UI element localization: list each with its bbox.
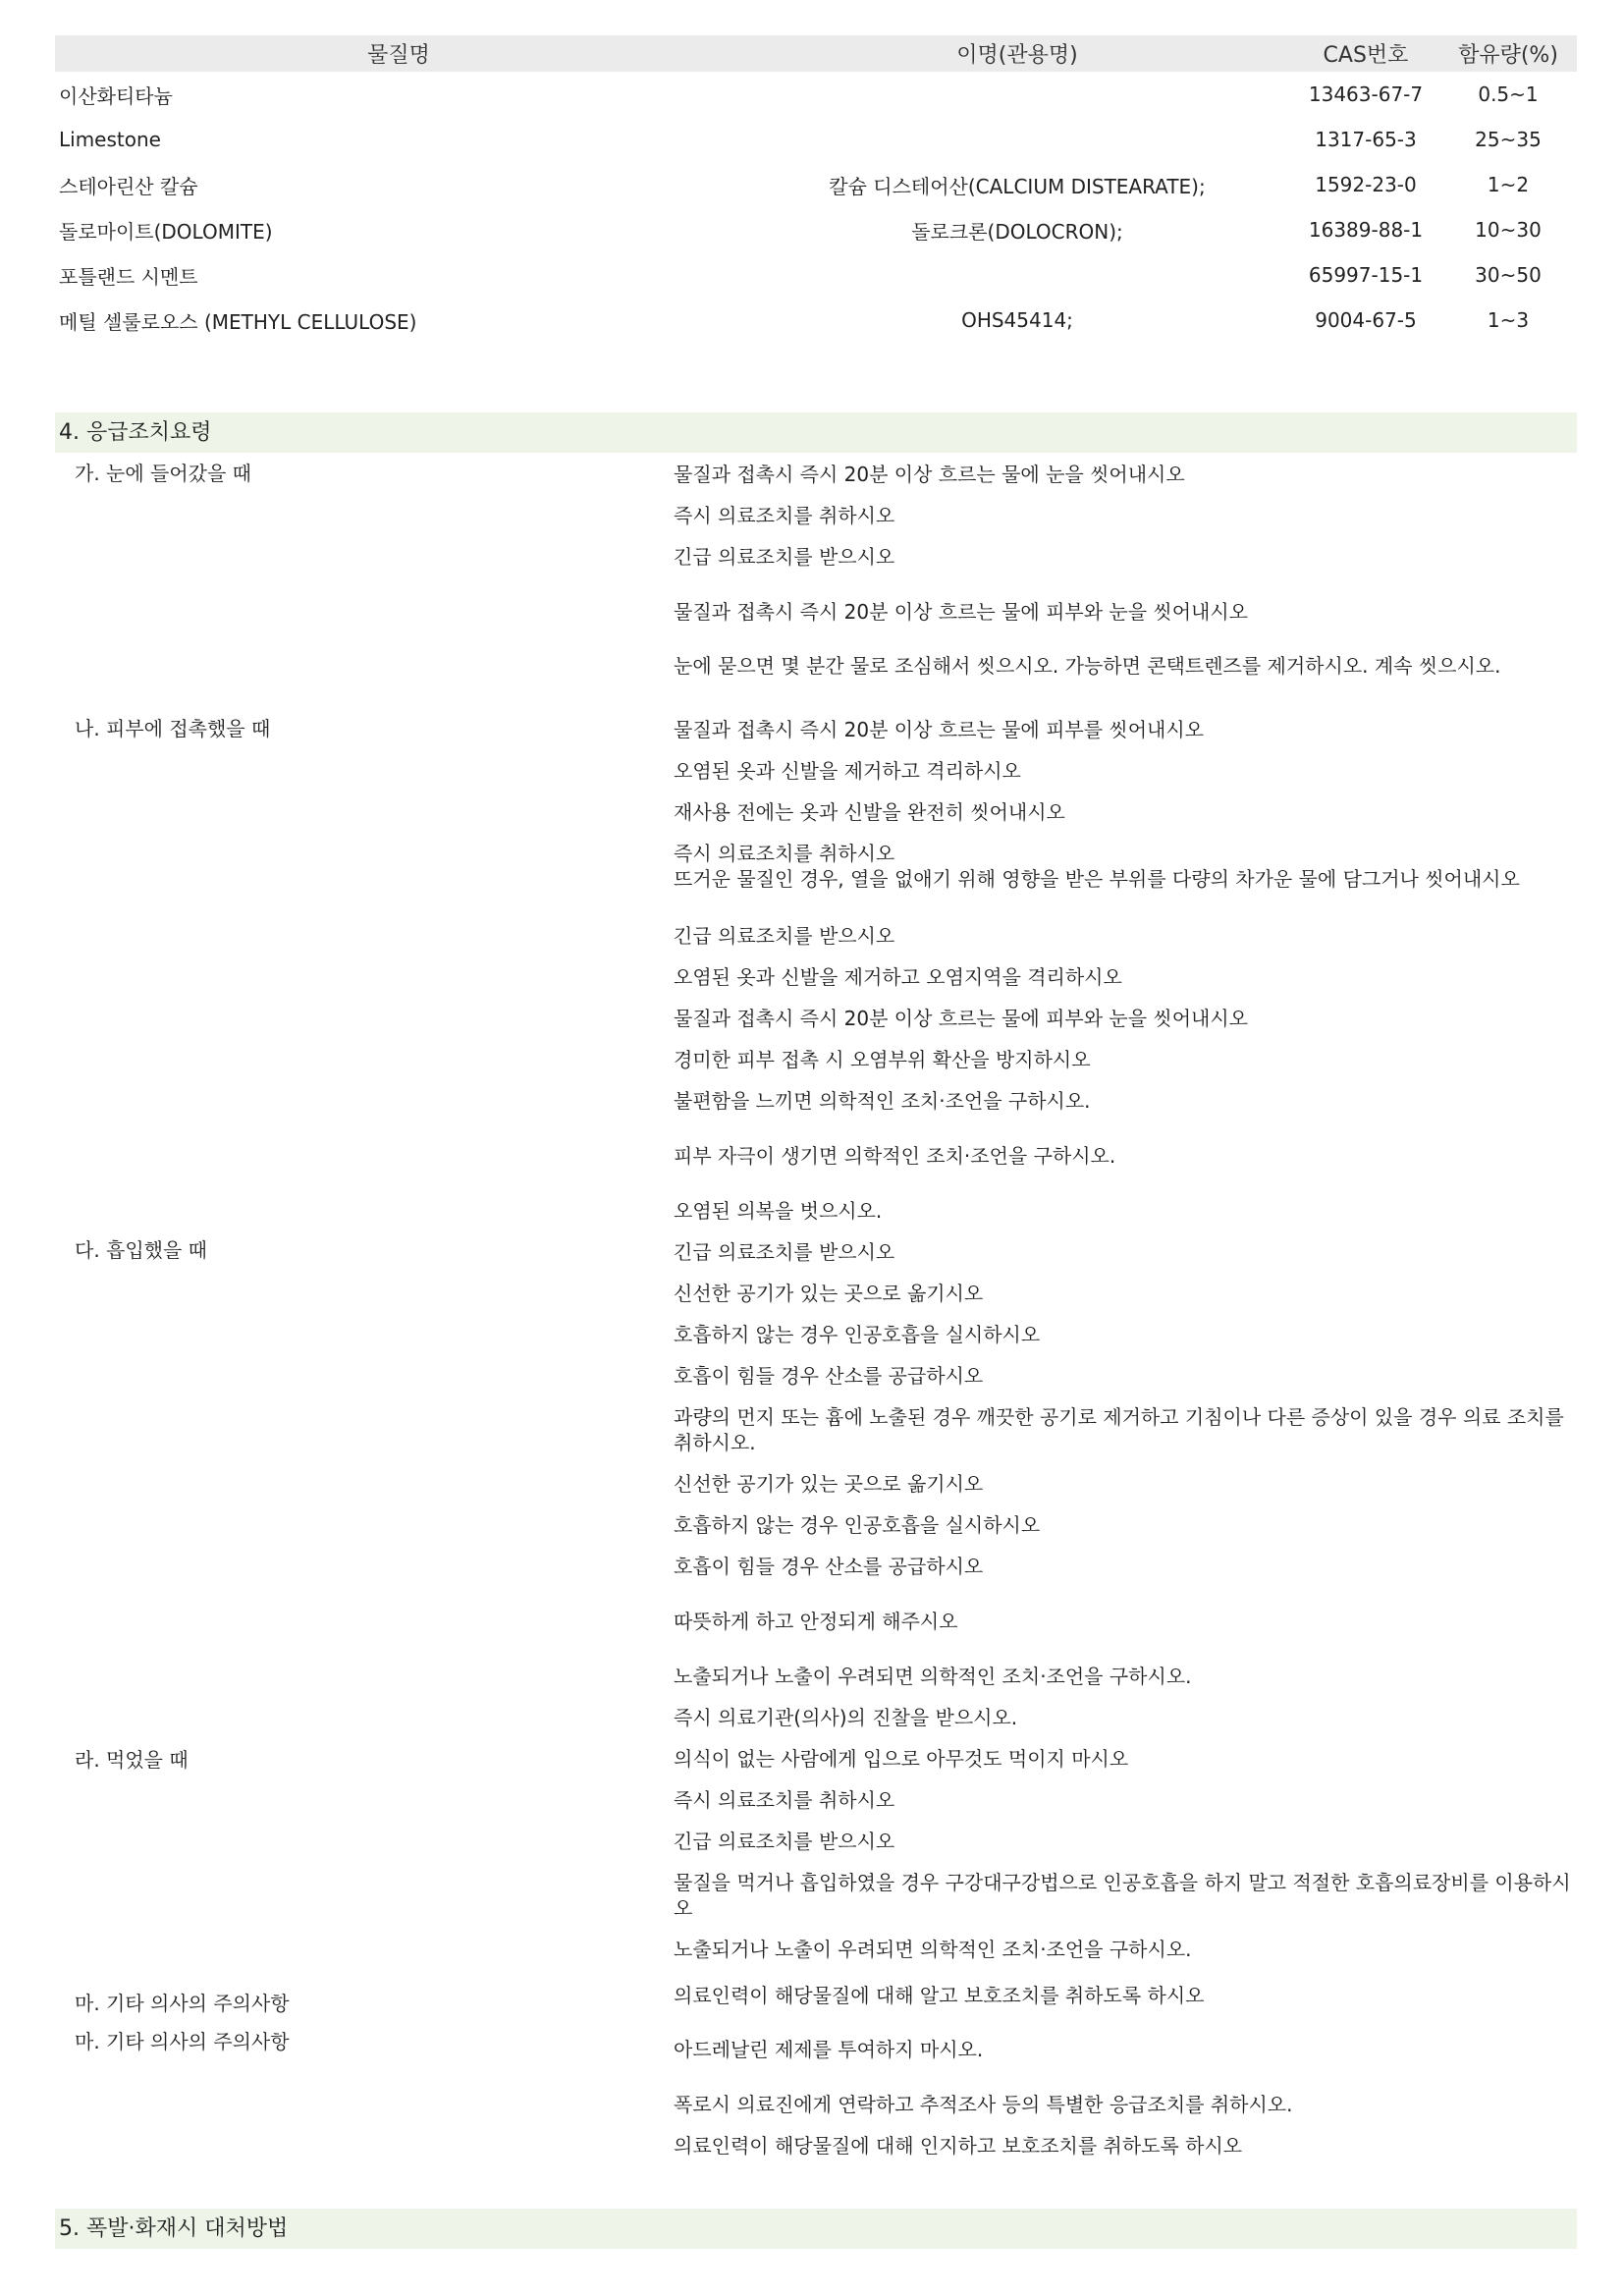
list-item: 물질과 접촉시 즉시 20분 이상 흐르는 물에 피부와 눈을 씻어내시오 xyxy=(674,1007,1248,1030)
label-ingestion: 라. 먹었을 때 xyxy=(75,1748,189,1772)
list-item: 긴급 의료조치를 받으시오 xyxy=(674,1830,895,1853)
section-5-title: 5. 폭발·화재시 대처방법 xyxy=(55,2209,1577,2249)
cas-number: 13463-67-7 xyxy=(1308,82,1424,106)
list-item: 노출되거나 노출이 우려되면 의학적인 조치·조언을 구하시오. xyxy=(674,1665,1192,1688)
list-item: 뜨거운 물질인 경우, 열을 없애기 위해 영향을 받은 부위를 다량의 차가운 물에 담그거나 씻어내시오 xyxy=(674,867,1520,891)
list-item: 물질과 접촉시 즉시 20분 이상 흐르는 물에 피부를 씻어내시오 xyxy=(674,718,1204,741)
list-item: 불편함을 느끼면 의학적인 조치·조언을 구하시오. xyxy=(674,1089,1091,1113)
list-item: 호흡이 힘들 경우 산소를 공급하시오 xyxy=(674,1555,984,1578)
substance-name: 이산화티타늄 xyxy=(59,83,173,108)
header-alias: 이명(관용명) xyxy=(742,35,1292,72)
list-item: 경미한 피부 접촉 시 오염부위 확산을 방지하시오 xyxy=(674,1048,1091,1071)
list-item: 긴급 의료조치를 받으시오 xyxy=(674,1240,895,1264)
header-content: 함유량(%) xyxy=(1439,35,1577,72)
content-percent: 0.5~1 xyxy=(1478,82,1539,106)
table-row xyxy=(55,207,1577,252)
list-item: 따뜻하게 하고 안정되게 해주시오 xyxy=(674,1610,958,1633)
list-item: 오염된 옷과 신발을 제거하고 오염지역을 격리하시오 xyxy=(674,965,1122,989)
substance-name: 메틸 셀룰로오스 (METHYL CELLULOSE) xyxy=(59,309,417,334)
list-item: 물질을 먹거나 흡입하였을 경우 구강대구강법으로 인공호흡을 하지 말고 적절한 호흡의료장비를 이용하시오 xyxy=(674,1871,1571,1920)
list-item: 재사용 전에는 옷과 신발을 완전히 씻어내시오 xyxy=(674,800,1065,824)
list-item: 아드레날린 제제를 투여하지 마시오. xyxy=(674,2038,984,2061)
table-row xyxy=(55,252,1577,298)
substance-name: 포틀랜드 시멘트 xyxy=(59,264,198,289)
list-item: 의식이 없는 사람에게 입으로 아무것도 먹이지 마시오 xyxy=(674,1747,1129,1771)
content-percent: 30~50 xyxy=(1475,263,1542,287)
cas-number: 65997-15-1 xyxy=(1308,263,1424,287)
table-row xyxy=(55,72,1577,117)
substance-alias: 돌로크론(DOLOCRON); xyxy=(911,219,1123,244)
list-item: 눈에 묻으면 몇 분간 물로 조심해서 씻으시오. 가능하면 콘택트렌즈를 제거하시오. 계속 씻으시오. xyxy=(674,654,1501,678)
substance-alias: 칼슘 디스테어산(CALCIUM DISTEARATE); xyxy=(829,174,1206,198)
substance-alias xyxy=(742,117,1292,162)
composition-table xyxy=(55,35,1577,343)
list-item: 폭로시 의료진에게 연락하고 추적조사 등의 특별한 응급조치를 취하시오. xyxy=(674,2093,1293,2116)
list-item: 긴급 의료조치를 받으시오 xyxy=(674,924,895,948)
cas-number: 1317-65-3 xyxy=(1315,128,1417,151)
substance-name: 돌로마이트(DOLOMITE) xyxy=(59,219,273,244)
list-item: 즉시 의료조치를 취하시오 xyxy=(674,504,895,527)
list-item: 긴급 의료조치를 받으시오 xyxy=(674,545,895,569)
substance-alias xyxy=(742,72,1292,117)
list-item: 오염된 옷과 신발을 제거하고 격리하시오 xyxy=(674,759,1021,783)
list-item: 즉시 의료조치를 취하시오 xyxy=(674,1788,895,1812)
label-inhalation: 다. 흡입했을 때 xyxy=(75,1238,207,1262)
table-header-row xyxy=(55,35,1577,72)
list-item: 호흡이 힘들 경우 산소를 공급하시오 xyxy=(674,1364,984,1388)
list-item: 피부 자극이 생기면 의학적인 조치·조언을 구하시오. xyxy=(674,1144,1116,1168)
list-item: 호흡하지 않는 경우 인공호흡을 실시하시오 xyxy=(674,1513,1041,1537)
substance-alias: OHS45414; xyxy=(961,308,1073,332)
content-percent: 1~3 xyxy=(1487,308,1530,332)
cas-number: 9004-67-5 xyxy=(1315,308,1417,332)
cas-number: 1592-23-0 xyxy=(1315,173,1417,196)
substance-name: 스테아린산 칼슘 xyxy=(59,174,198,198)
list-item: 의료인력이 해당물질에 대해 인지하고 보호조치를 취하도록 하시오 xyxy=(674,2134,1243,2158)
list-item: 과량의 먼지 또는 흄에 노출된 경우 깨끗한 공기로 제거하고 기침이나 다른 증상이 있을 경우 의료 조치를 취하시오. xyxy=(674,1405,1564,1454)
header-substance: 물질명 xyxy=(55,35,742,72)
substance-alias xyxy=(742,252,1292,298)
content-percent: 10~30 xyxy=(1475,218,1542,242)
list-item: 의료인력이 해당물질에 대해 알고 보호조치를 취하도록 하시오 xyxy=(674,1984,1205,2007)
list-item: 호흡하지 않는 경우 인공호흡을 실시하시오 xyxy=(674,1323,1041,1346)
label-doctor-notes: 마. 기타 의사의 주의사항 xyxy=(75,2030,290,2053)
list-item: 오염된 의복을 벗으시오. xyxy=(674,1199,883,1223)
content-percent: 25~35 xyxy=(1475,128,1542,151)
list-item: 노출되거나 노출이 우려되면 의학적인 조치·조언을 구하시오. xyxy=(674,1938,1192,1961)
section-4-title: 4. 응급조치요령 xyxy=(55,412,1577,453)
list-item: 신선한 공기가 있는 곳으로 옮기시오 xyxy=(674,1282,984,1305)
label-doctor-notes: 마. 기타 의사의 주의사항 xyxy=(75,1992,290,2015)
content-percent: 1~2 xyxy=(1487,173,1530,196)
list-item: 신선한 공기가 있는 곳으로 옮기시오 xyxy=(674,1472,984,1496)
cas-number: 16389-88-1 xyxy=(1308,218,1424,242)
composition-section xyxy=(55,35,1577,343)
list-item: 물질과 접촉시 즉시 20분 이상 흐르는 물에 피부와 눈을 씻어내시오 xyxy=(674,600,1248,624)
list-item: 즉시 의료조치를 취하시오 xyxy=(674,842,895,865)
table-row xyxy=(55,298,1577,343)
label-skin-contact: 나. 피부에 접촉했을 때 xyxy=(75,717,271,740)
substance-name: Limestone xyxy=(59,128,161,151)
table-row xyxy=(55,162,1577,207)
table-row xyxy=(55,117,1577,162)
header-cas: CAS번호 xyxy=(1292,35,1439,72)
list-item: 즉시 의료기관(의사)의 진찰을 받으시오. xyxy=(674,1706,1018,1729)
list-item: 물질과 접촉시 즉시 20분 이상 흐르는 물에 눈을 씻어내시오 xyxy=(674,463,1185,486)
label-eye-contact: 가. 눈에 들어갔을 때 xyxy=(75,462,251,485)
